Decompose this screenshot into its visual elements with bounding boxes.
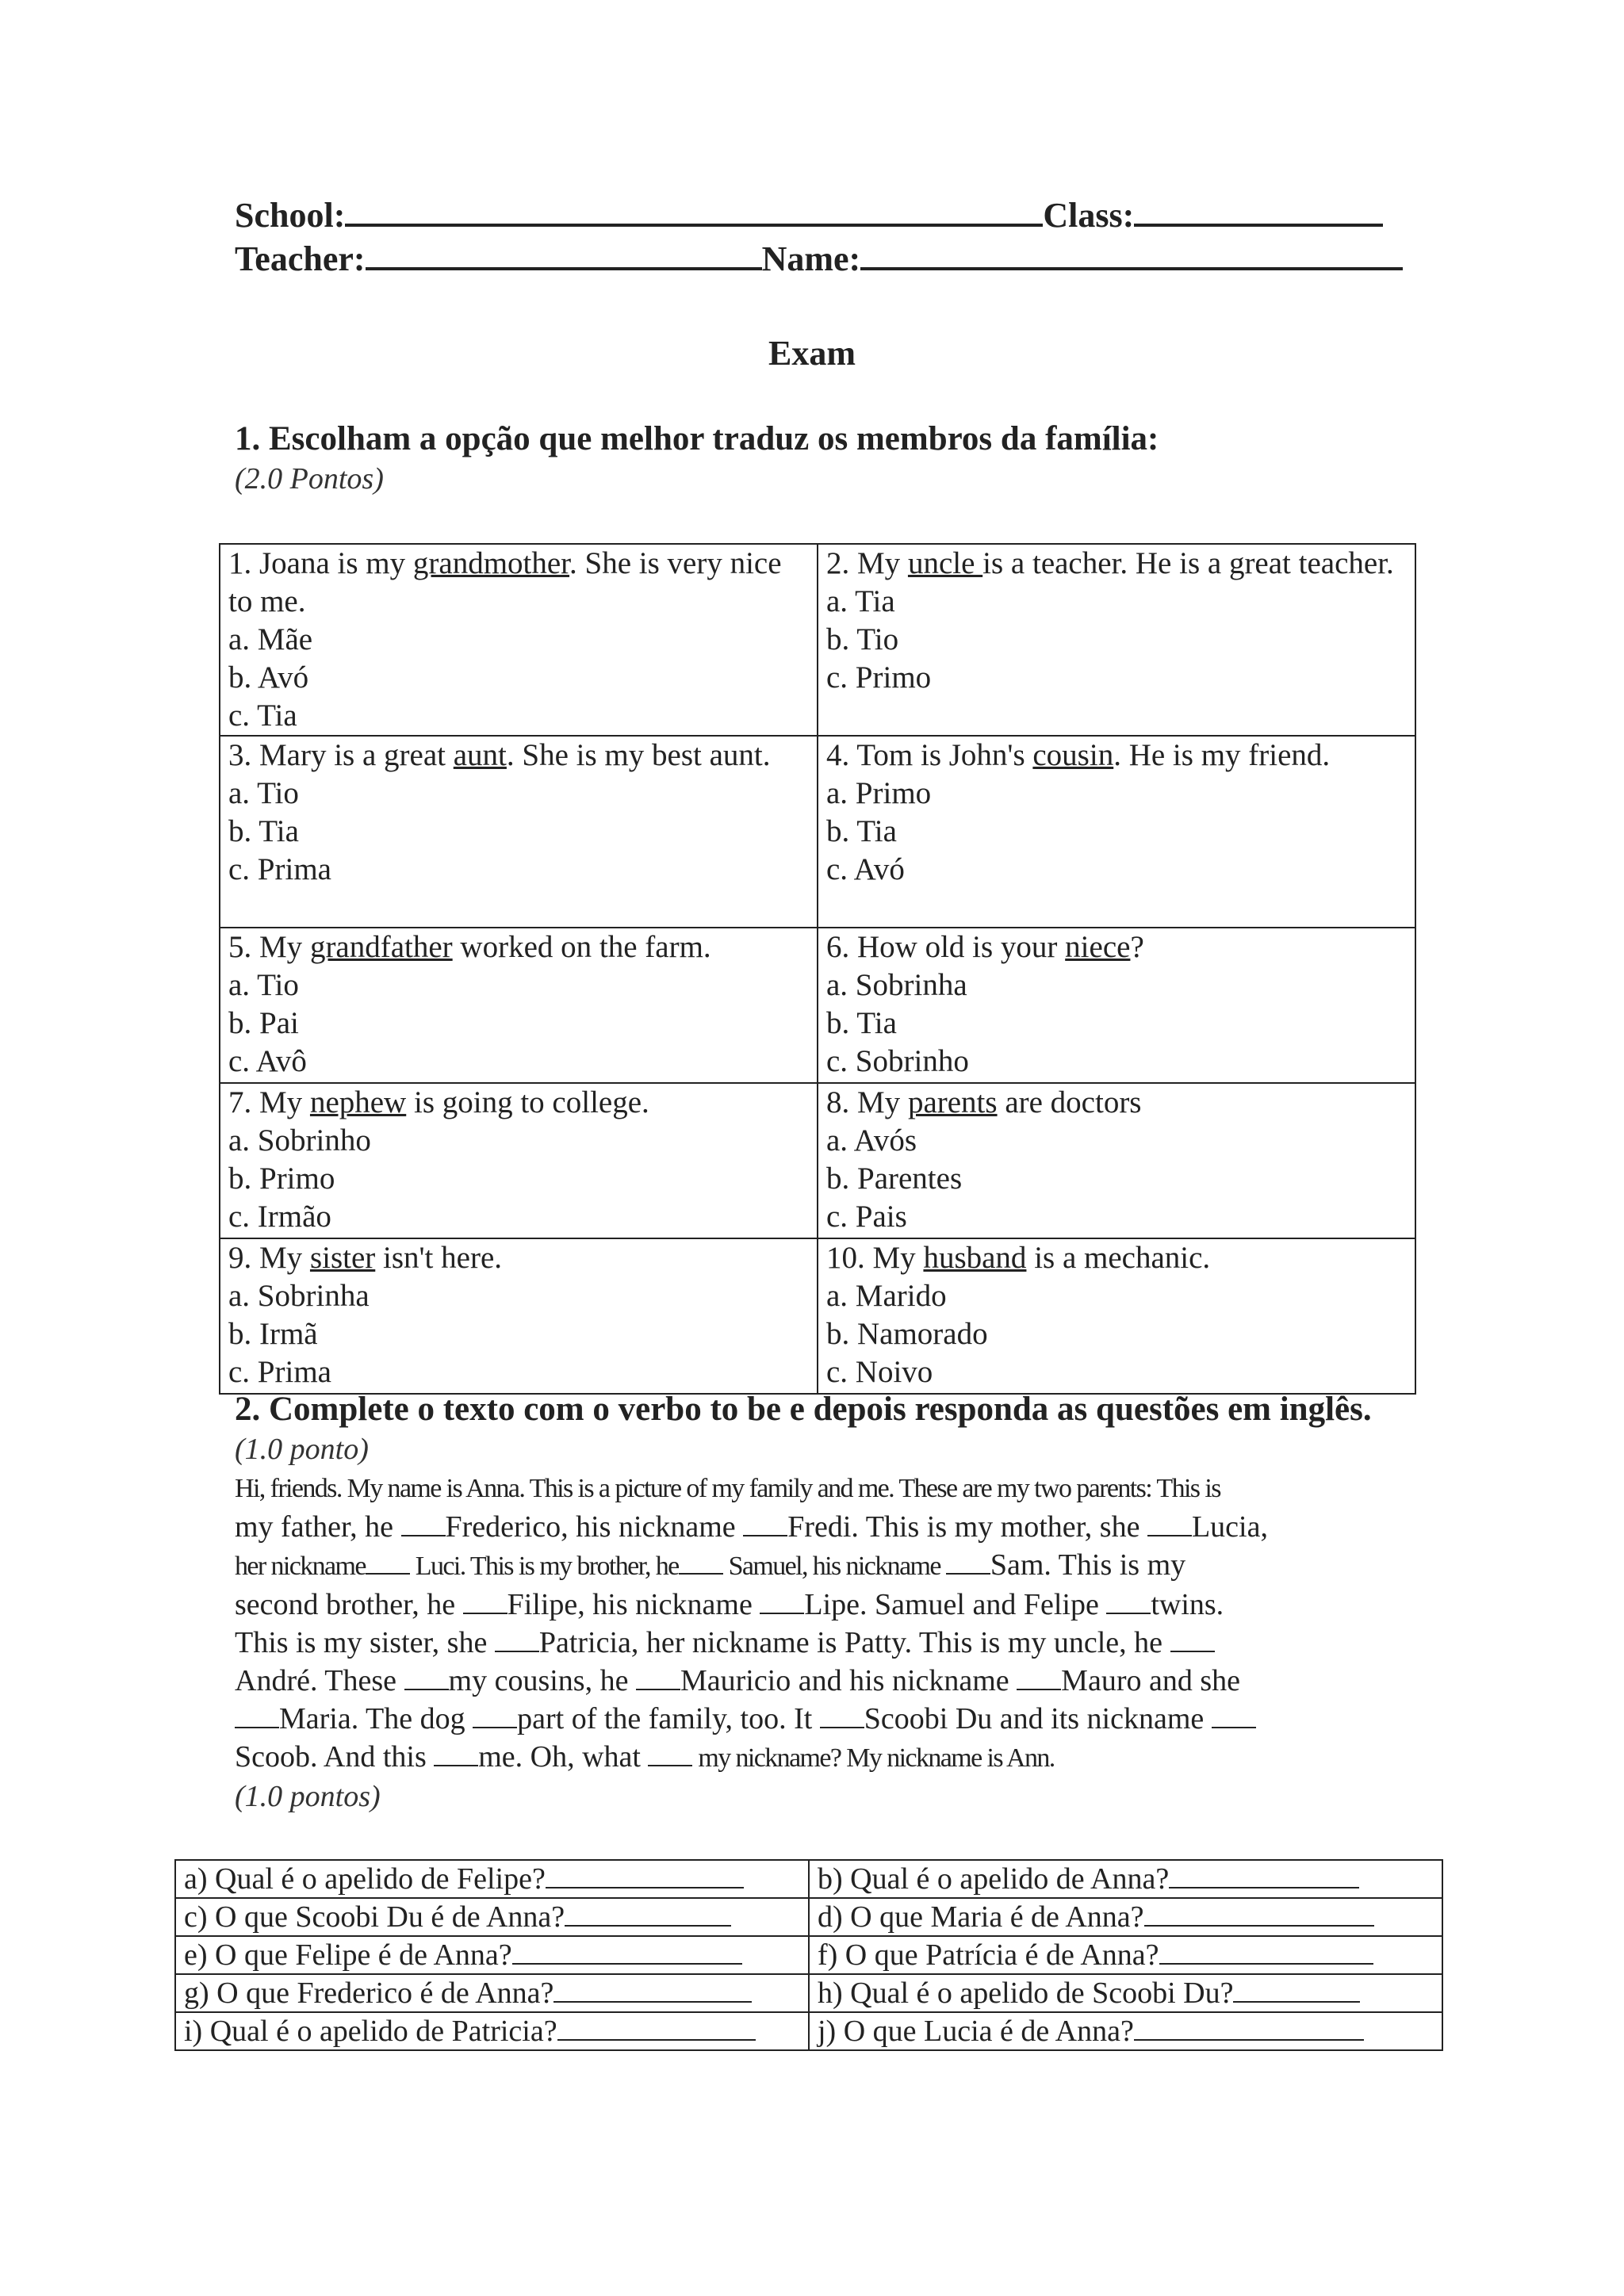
question-label: b) Qual é o apelido de Anna?: [818, 1862, 1170, 1896]
paragraph-text: Sam. This is my: [990, 1548, 1186, 1582]
blank-field[interactable]: [946, 1549, 990, 1575]
answer-field[interactable]: [1134, 2015, 1364, 2041]
school-label: School:: [235, 196, 346, 235]
mc-cell: [818, 544, 1415, 736]
option[interactable]: a. Marido: [826, 1279, 947, 1313]
paragraph-text: Luci. This is my brother, he: [409, 1552, 679, 1581]
question-text: 4. Tom is John's: [826, 738, 1033, 772]
question-label: f) O que Patrícia é de Anna?: [818, 1938, 1159, 1972]
option[interactable]: a. Tio: [228, 776, 299, 810]
question-text: 1. Joana is my: [228, 546, 413, 580]
answer-field[interactable]: [1169, 1863, 1359, 1888]
question-label: h) Qual é o apelido de Scoobi Du?: [818, 1976, 1234, 2010]
option[interactable]: c. Prima: [228, 1355, 331, 1389]
section-2-points: (1.0 ponto): [235, 1433, 369, 1466]
paragraph-text: Mauro and she: [1061, 1664, 1241, 1697]
blank-field[interactable]: [473, 1703, 517, 1728]
paragraph-text: Lucia,: [1191, 1510, 1268, 1544]
mc-question: [228, 928, 809, 966]
qa-cell: [809, 2012, 1442, 2050]
paragraph-text: Scoobi Du and its nickname: [864, 1702, 1212, 1735]
option[interactable]: a. Avós: [826, 1123, 917, 1158]
answer-field[interactable]: [1233, 1977, 1360, 2003]
question-text: . She is very nice to me.: [228, 546, 782, 618]
blank-field[interactable]: [760, 1589, 804, 1614]
question-label: d) O que Maria é de Anna?: [818, 1900, 1144, 1934]
mc-cell: [220, 1083, 818, 1238]
qa-cell: [175, 1936, 809, 1974]
answer-field[interactable]: [557, 2015, 756, 2041]
answer-field[interactable]: [1144, 1901, 1374, 1927]
paragraph-text: Filipe, his nickname: [507, 1588, 760, 1621]
question-text: are doctors: [997, 1085, 1142, 1119]
mc-cell: [220, 1238, 818, 1394]
section-1-heading: [235, 419, 1424, 498]
blank-field[interactable]: [1147, 1511, 1192, 1536]
paragraph-text: my nickname? My nickname is Ann.: [692, 1743, 1055, 1773]
question-text: is a teacher. He is a great teacher.: [982, 546, 1394, 580]
qa-row: [175, 2012, 1442, 2050]
section-2-points-2: (1.0 pontos): [235, 1780, 381, 1813]
blank-field[interactable]: [434, 1741, 478, 1766]
answer-field[interactable]: [565, 1901, 731, 1927]
qa-row: [175, 1936, 1442, 1974]
multiple-choice-table: [219, 543, 1416, 1395]
paragraph-line: [235, 1738, 1424, 1777]
paragraph-text: Samuel, his nickname: [722, 1552, 946, 1581]
teacher-label: Teacher:: [235, 239, 366, 278]
blank-field[interactable]: [463, 1589, 508, 1614]
question-keyword: niece: [1065, 930, 1131, 964]
question-label: j) O que Lucia é de Anna?: [818, 2015, 1134, 2048]
mc-row: [220, 544, 1415, 736]
blank-field[interactable]: [743, 1511, 787, 1536]
qa-cell: [809, 1936, 1442, 1974]
option[interactable]: b. Tia: [826, 1006, 897, 1040]
paragraph-line: [235, 1662, 1424, 1700]
question-label: e) O que Felipe é de Anna?: [184, 1938, 512, 1972]
blank-field[interactable]: [1170, 1627, 1215, 1652]
section-1-points: (2.0 Pontos): [235, 462, 384, 496]
blank-field[interactable]: [235, 1703, 279, 1728]
mc-cell: [818, 928, 1415, 1083]
option[interactable]: b. Namorado: [826, 1317, 988, 1351]
question-text: is going to college.: [406, 1085, 649, 1119]
question-keyword: parents: [907, 1085, 998, 1119]
qa-cell: [809, 1974, 1442, 2012]
answer-field[interactable]: [546, 1863, 744, 1888]
blank-field[interactable]: [495, 1627, 539, 1652]
teacher-field[interactable]: [366, 237, 762, 270]
mc-cell: [818, 1083, 1415, 1238]
question-label: i) Qual é o apelido de Patricia?: [184, 2015, 557, 2048]
section-2-title: 2. Complete o texto com o verbo to be e depois responda as questões em inglês.: [235, 1391, 1372, 1428]
header-line-2: [235, 237, 1424, 281]
option[interactable]: b. Parentes: [826, 1161, 963, 1196]
mc-row: [220, 1238, 1415, 1394]
mc-question: [826, 928, 1407, 966]
mc-question: [826, 1239, 1407, 1277]
option[interactable]: b. Pai: [228, 1006, 299, 1040]
paragraph-line: [235, 1546, 1424, 1586]
qa-cell: [809, 1898, 1442, 1936]
school-field[interactable]: [345, 193, 1043, 227]
option[interactable]: b. Tio: [826, 622, 899, 656]
blank-field[interactable]: [401, 1511, 446, 1536]
option[interactable]: c. Pais: [826, 1200, 907, 1234]
question-keyword: cousin: [1032, 738, 1114, 772]
paragraph-text: my cousins, he: [448, 1664, 636, 1697]
mc-question: [228, 545, 809, 621]
option[interactable]: b. Tia: [228, 814, 299, 848]
mc-question: [826, 1084, 1407, 1122]
qa-row: [175, 1860, 1442, 1898]
question-text: 2. My: [826, 546, 908, 580]
option[interactable]: c. Avô: [228, 1044, 307, 1078]
blank-field[interactable]: [679, 1549, 723, 1575]
mc-cell: [220, 736, 818, 928]
qa-cell: [175, 1860, 809, 1898]
mc-question: [826, 545, 1407, 583]
paragraph-text: part of the family, too. It: [517, 1702, 820, 1735]
question-text: 7. My: [228, 1085, 310, 1119]
question-text: isn't here.: [375, 1241, 502, 1275]
blank-field[interactable]: [1017, 1665, 1061, 1690]
question-keyword: husband: [923, 1241, 1027, 1275]
paragraph-text: Fredi. This is my mother, she: [787, 1510, 1147, 1544]
question-text: ?: [1130, 930, 1144, 964]
paragraph-text: Scoob. And this: [235, 1740, 435, 1774]
option[interactable]: a. Tia: [826, 584, 895, 618]
paragraph-text: me. Oh, what: [478, 1740, 649, 1774]
question-text: 3. Mary is a great: [228, 738, 454, 772]
answer-field[interactable]: [512, 1939, 742, 1965]
mc-question: [826, 737, 1407, 775]
option[interactable]: c. Prima: [228, 852, 331, 886]
question-keyword: uncle: [907, 546, 983, 580]
mc-row: [220, 1083, 1415, 1238]
paragraph-line: [235, 1700, 1424, 1738]
paragraph-text: André. These: [235, 1664, 404, 1697]
class-label: Class:: [1043, 196, 1135, 235]
paragraph-text: Patricia, her nickname is Patty. This is my uncle, he: [538, 1626, 1170, 1659]
paragraph-text: Lipe. Samuel and Felipe: [804, 1588, 1107, 1621]
paragraph-text: my father, he: [235, 1510, 401, 1544]
question-label: c) O que Scoobi Du é de Anna?: [184, 1900, 565, 1934]
question-text: 5. My: [228, 930, 310, 964]
blank-field[interactable]: [636, 1665, 680, 1690]
paragraph-text: second brother, he: [235, 1588, 463, 1621]
paragraph-line: [235, 1508, 1424, 1546]
blank-field[interactable]: [648, 1741, 692, 1766]
name-label: Name:: [761, 239, 861, 278]
mc-cell: [818, 736, 1415, 928]
blank-field[interactable]: [1212, 1703, 1256, 1728]
class-field[interactable]: [1134, 193, 1383, 227]
paragraph-text: Mauricio and his nickname: [680, 1664, 1017, 1697]
answer-field[interactable]: [553, 1977, 752, 2003]
paragraph-text: Hi, friends. My name is Anna. This is a picture of my family and me. These are my two parents: This is: [235, 1474, 1220, 1503]
qa-cell: [175, 1974, 809, 2012]
mc-row: [220, 736, 1415, 928]
option[interactable]: c. Noivo: [826, 1355, 933, 1389]
paragraph-line: [235, 1468, 1424, 1508]
questions-table: [174, 1859, 1443, 2051]
question-label: g) O que Frederico é de Anna?: [184, 1976, 554, 2010]
option[interactable]: a. Mãe: [228, 622, 313, 656]
blank-field[interactable]: [820, 1703, 864, 1728]
option[interactable]: c. Primo: [826, 660, 932, 695]
option[interactable]: c. Tia: [228, 698, 297, 733]
option[interactable]: a. Primo: [826, 776, 932, 810]
paragraph-line: [235, 1624, 1424, 1662]
header: [235, 193, 1424, 281]
question-text: 8. My: [826, 1085, 908, 1119]
option[interactable]: c. Sobrinho: [826, 1044, 969, 1078]
qa-row: [175, 1974, 1442, 2012]
question-text: 9. My: [228, 1241, 310, 1275]
question-keyword: aunt: [453, 738, 507, 772]
option[interactable]: c. Avó: [826, 852, 905, 886]
section-1-title: 1. Escolham a opção que melhor traduz os membros da família:: [235, 420, 1159, 457]
answer-field[interactable]: [1159, 1939, 1373, 1965]
qa-cell: [809, 1860, 1442, 1898]
question-keyword: grandfather: [309, 930, 453, 964]
option[interactable]: b. Avó: [228, 660, 309, 695]
question-label: a) Qual é o apelido de Felipe?: [184, 1862, 546, 1896]
mc-cell: [818, 1238, 1415, 1394]
question-text: worked on the farm.: [452, 930, 711, 964]
paragraph-text: her nickname: [235, 1552, 366, 1581]
question-text: is a mechanic.: [1026, 1241, 1211, 1275]
option[interactable]: c. Irmão: [228, 1200, 331, 1234]
question-text: . He is my friend.: [1113, 738, 1331, 772]
mc-question: [228, 1239, 809, 1277]
fill-in-paragraph: [235, 1468, 1424, 1777]
mc-question: [228, 737, 809, 775]
mc-cell: [220, 544, 818, 736]
option[interactable]: a. Tio: [228, 968, 299, 1002]
option[interactable]: a. Sobrinha: [826, 968, 967, 1002]
blank-field[interactable]: [366, 1549, 410, 1575]
question-text: 6. How old is your: [826, 930, 1066, 964]
option[interactable]: a. Sobrinho: [228, 1123, 371, 1158]
qa-row: [175, 1898, 1442, 1936]
option[interactable]: b. Tia: [826, 814, 897, 848]
exam-title: Exam: [768, 334, 856, 373]
paragraph-text: This is my sister, she: [235, 1626, 495, 1659]
blank-field[interactable]: [404, 1665, 449, 1690]
mc-question: [228, 1084, 809, 1122]
blank-field[interactable]: [1106, 1589, 1151, 1614]
paragraph-text: twins.: [1151, 1588, 1224, 1621]
question-text: 10. My: [826, 1241, 924, 1275]
qa-cell: [175, 2012, 809, 2050]
question-keyword: sister: [309, 1241, 376, 1275]
name-field[interactable]: [860, 237, 1403, 270]
option[interactable]: a. Sobrinha: [228, 1279, 370, 1313]
paragraph-text: Maria. The dog: [279, 1702, 473, 1735]
paragraph-line: [235, 1586, 1424, 1624]
mc-cell: [220, 928, 818, 1083]
question-keyword: nephew: [309, 1085, 407, 1119]
mc-row: [220, 928, 1415, 1083]
question-text: . She is my best aunt.: [506, 738, 771, 772]
header-line-1: [235, 193, 1424, 237]
section-2: [235, 1389, 1424, 1816]
option[interactable]: b. Primo: [228, 1161, 335, 1196]
option[interactable]: b. Irmã: [228, 1317, 318, 1351]
qa-cell: [175, 1898, 809, 1936]
paragraph-text: Frederico, his nickname: [445, 1510, 744, 1544]
question-keyword: grandmother: [412, 546, 570, 580]
